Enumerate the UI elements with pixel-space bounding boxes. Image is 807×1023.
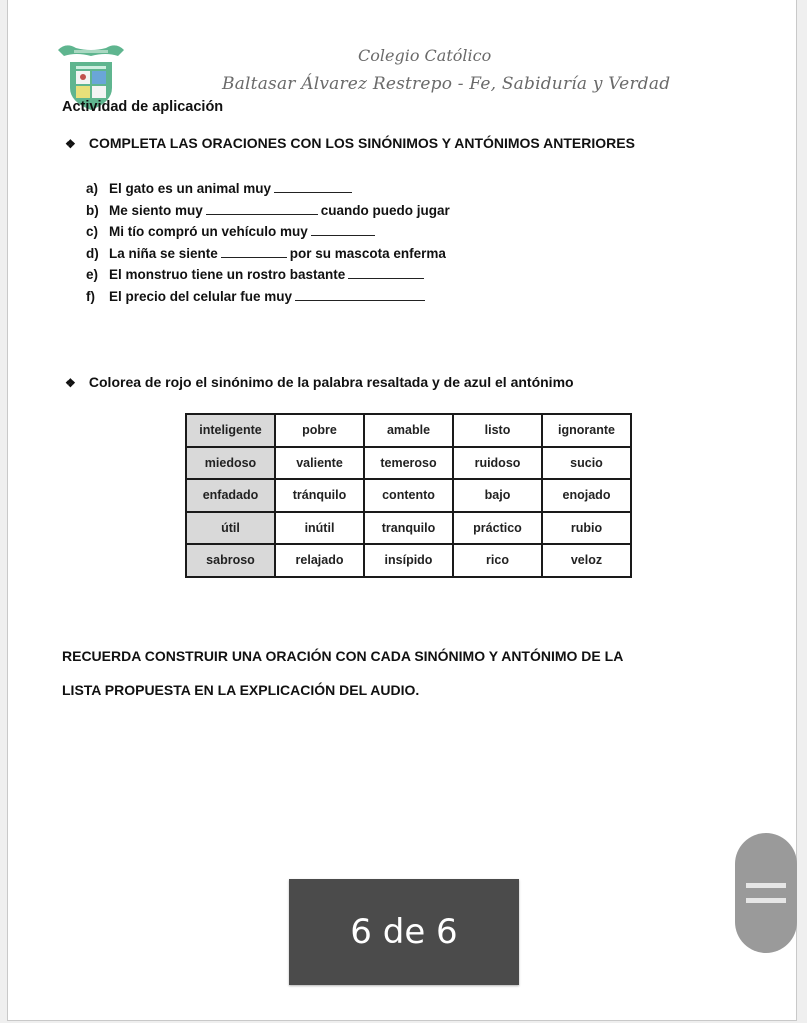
word-cell: tranquilo: [364, 512, 453, 545]
reminder-line-1: RECUERDA CONSTRUIR UNA ORACIÓN CON CADA SINÓNIMO Y ANTÓNIMO DE LA: [62, 648, 624, 664]
word-cell: valiente: [275, 447, 364, 480]
highlighted-word-cell: sabroso: [186, 544, 275, 577]
word-cell: temeroso: [364, 447, 453, 480]
word-cell: rico: [453, 544, 542, 577]
word-cell: rubio: [542, 512, 631, 545]
answer-blank: [274, 180, 352, 193]
word-cell: listo: [453, 414, 542, 447]
sentence-marker: e): [86, 267, 99, 282]
sentence-item: [86, 243, 450, 265]
word-cell: amable: [364, 414, 453, 447]
highlighted-word-cell: inteligente: [186, 414, 275, 447]
sentence-marker: b): [86, 202, 99, 218]
table-row: [186, 512, 631, 545]
school-name: Colegio Católico: [358, 46, 492, 65]
word-cell: práctico: [453, 512, 542, 545]
page-indicator: 6 de 6: [289, 879, 519, 985]
reminder-line-2: LISTA PROPUESTA EN LA EXPLICACIÓN DEL AUDIO.: [62, 682, 420, 698]
word-cell: enojado: [542, 479, 631, 512]
sentence-text: Me siento muy: [109, 202, 203, 218]
word-cell: ruidoso: [453, 447, 542, 480]
activity-title: Actividad de aplicación: [62, 99, 224, 115]
instruction-text: COMPLETA LAS ORACIONES CON LOS SINÓNIMOS Y ANTÓNIMOS ANTERIORES: [88, 135, 635, 151]
word-cell: pobre: [275, 414, 364, 447]
sentence-marker: f): [86, 288, 95, 304]
sentence-text: Mi tío compró un vehículo muy: [109, 224, 308, 239]
sentence-item: [86, 286, 450, 308]
sentence-marker: a): [86, 181, 99, 196]
word-cell: ignorante: [542, 414, 631, 447]
word-cell: inútil: [275, 512, 364, 545]
sentence-item: [86, 200, 450, 222]
instruction-text: Colorea de rojo el sinónimo de la palabra resaltada y de azul el antónimo: [88, 374, 574, 390]
document-page: [7, 0, 797, 1021]
answer-blank: [295, 288, 425, 301]
instruction-color-words: [65, 374, 574, 390]
drag-handle-icon[interactable]: [735, 833, 797, 953]
table-row: [186, 414, 631, 447]
diamond-bullet-icon: ❖: [65, 376, 76, 390]
word-cell: bajo: [453, 479, 542, 512]
word-cell: relajado: [275, 544, 364, 577]
sentence-list: [86, 178, 450, 307]
table-row: [186, 479, 631, 512]
handle-bar: [746, 883, 786, 888]
sentence-text: El monstruo tiene un rostro bastante: [109, 267, 346, 282]
highlighted-word-cell: miedoso: [186, 447, 275, 480]
highlighted-word-cell: útil: [186, 512, 275, 545]
sentence-marker: d): [86, 245, 99, 261]
word-cell: contento: [364, 479, 453, 512]
word-cell: sucio: [542, 447, 631, 480]
instruction-complete-sentences: [65, 135, 635, 151]
table-row: [186, 544, 631, 577]
handle-bar: [746, 898, 786, 903]
sentence-text: La niña se siente: [109, 245, 218, 261]
sentence-item: [86, 221, 450, 243]
school-motto: Baltasar Álvarez Restrepo - Fe, Sabiduría y Verdad: [222, 74, 671, 94]
sentence-text: El precio del celular fue muy: [109, 288, 293, 304]
word-cell: insípido: [364, 544, 453, 577]
answer-blank: [311, 223, 375, 236]
answer-blank: [206, 202, 318, 215]
highlighted-word-cell: enfadado: [186, 479, 275, 512]
table-row: [186, 447, 631, 480]
sentence-marker: c): [86, 224, 99, 239]
word-cell: tránquilo: [275, 479, 364, 512]
answer-blank: [348, 266, 424, 279]
word-cell: veloz: [542, 544, 631, 577]
sentence-item: [86, 178, 450, 200]
synonym-antonym-table: [185, 413, 632, 578]
sentence-text-after: cuando puedo jugar: [320, 202, 450, 218]
sentence-item: [86, 264, 450, 286]
sentence-text-after: por su mascota enferma: [289, 245, 446, 261]
sentence-text: El gato es un animal muy: [109, 181, 272, 196]
answer-blank: [221, 245, 287, 258]
diamond-bullet-icon: ❖: [65, 137, 76, 151]
